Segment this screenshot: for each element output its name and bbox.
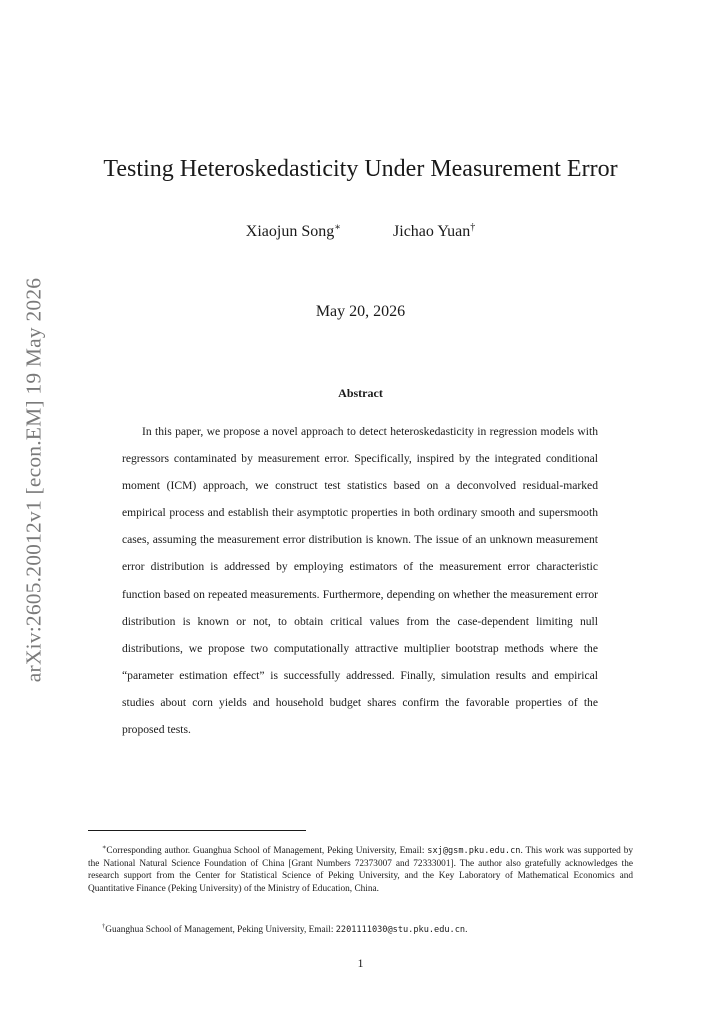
footnote-second-author <box>88 921 633 937</box>
arxiv-identifier-stamp: arXiv:2605.20012v1 [econ.EM] 19 May 2026 <box>21 277 46 683</box>
footnote-1-rest: . This work was supported by the National Natural Science Foundation of China [Grant Numbers 72373007 and 72333001]. The author also gratefully acknowledges the research support from the Center for Statistical Science of Peking University, and the Key Laboratory of Mathematical Economics and Quantitative Finance (Peking University) of the Ministry of Education, China. <box>88 846 633 894</box>
author-list <box>0 222 721 241</box>
footnote-divider <box>88 830 306 831</box>
paper-date: May 20, 2026 <box>315 303 406 320</box>
author-2-name: Jichao Yuan <box>393 223 471 240</box>
footnote-1-mark: ∗ <box>102 844 107 851</box>
page-number: 1 <box>357 956 364 970</box>
author-2-footnote-mark: † <box>470 222 476 233</box>
abstract-heading: Abstract <box>338 386 383 400</box>
footnote-1-lead: Corresponding author. Guanghua School of Management, Peking University, Email: <box>106 846 428 856</box>
author-1-name: Xiaojun Song <box>245 223 335 240</box>
footnote-corresponding-author <box>88 842 633 895</box>
footnote-2-email-link[interactable]: 2201111030@stu.pku.edu.cn <box>335 925 466 935</box>
author-1-footnote-mark: ∗ <box>334 222 342 233</box>
author-2 <box>393 222 475 241</box>
footnote-1-email-link[interactable]: sxj@gsm.pku.edu.cn <box>427 846 521 856</box>
footnote-2-mark: † <box>102 923 106 930</box>
footnote-2-rest: . <box>465 925 468 935</box>
abstract-body: In this paper, we propose a novel approach to detect heteroskedasticity in regression models with regressors contaminated by measurement error. Specifically, inspired by the integrated conditional moment (ICM) approach, we construct test statistics based on a deconvolved residual-marked empirical process and establish their asymptotic properties in both ordinary smooth and supersmooth cases, assuming the measurement error distribution is known. The issue of an unknown measurement error distribution is addressed by employing estimators of the measurement error characteristic function based on repeated measurements. Furthermore, depending on whether the measurement error distribution is known or not, to obtain critical values from the case-dependent limiting null distributions, we propose two computationally attractive multiplier bootstrap methods where the “parameter estimation effect” is successfully addressed. Finally, simulation results and empirical studies about corn yields and household budget shares confirm the favorable properties of the proposed tests. <box>122 425 598 737</box>
author-1 <box>246 222 341 241</box>
footnote-2-lead: Guanghua School of Management, Peking University, Email: <box>105 925 336 935</box>
paper-title: Testing Heteroskedasticity Under Measurement Error <box>103 156 618 182</box>
